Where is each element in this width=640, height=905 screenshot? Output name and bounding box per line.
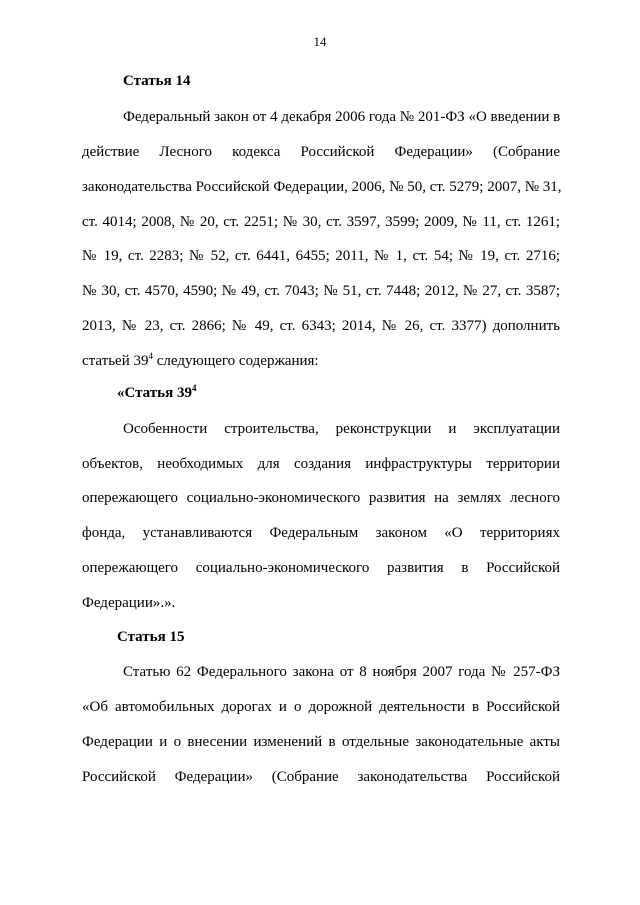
- text-line: действие Лесного кодекса Российской Федерации» (Собрание: [82, 144, 560, 160]
- text-line: № 19, ст. 2283; № 52, ст. 6441, 6455; 2011, № 1, ст. 54; № 19, ст. 2716;: [82, 248, 560, 264]
- page-number: 14: [313, 34, 327, 49]
- text-line: Федерации и о внесении изменений в отдельные законодательные акты: [82, 734, 560, 750]
- text-line: опережающего социально-экономического развития в Российской: [82, 560, 560, 576]
- text-line: «Об автомобильных дорогах и о дорожной деятельности в Российской: [82, 699, 560, 715]
- text-line: Особенности строительства, реконструкции и эксплуатации: [123, 421, 560, 437]
- text-line: Федеральный закон от 4 декабря 2006 года № 201-ФЗ «О введении в: [123, 109, 561, 125]
- article-14-heading: Статья 14: [123, 73, 191, 89]
- text-line: ст. 4014; 2008, № 20, ст. 2251; № 30, ст. 3597, 3599; 2009, № 11, ст. 1261;: [82, 214, 560, 230]
- superscript: 4: [148, 351, 153, 361]
- text-line: объектов, необходимых для создания инфраструктуры территории: [82, 456, 560, 472]
- text-line: законодательства Российской Федерации, 2006, № 50, ст. 5279; 2007, № 31,: [82, 179, 562, 195]
- text-line: Федерации».».: [82, 595, 176, 611]
- article-15-heading: Статья 15: [117, 629, 185, 645]
- text-line: Статью 62 Федерального закона от 8 ноября 2007 года № 257-ФЗ: [123, 664, 560, 680]
- text-line: 2013, № 23, ст. 2866; № 49, ст. 6343; 2014, № 26, ст. 3377) дополнить: [82, 318, 560, 334]
- heading-text: «Статья 39: [117, 385, 192, 401]
- text-segment: следующего содержания:: [153, 353, 319, 369]
- text-segment: статьей 39: [82, 353, 149, 369]
- superscript: 4: [191, 383, 197, 393]
- text-line: [82, 353, 560, 370]
- text-line: Российской Федерации» (Собрание законодательства Российской: [82, 769, 560, 785]
- article-39-4-heading: [117, 385, 196, 402]
- text-line: фонда, устанавливаются Федеральным законом «О территориях: [82, 525, 560, 541]
- text-line: № 30, ст. 4570, 4590; № 49, ст. 7043; № 51, ст. 7448; 2012, № 27, ст. 3587;: [82, 283, 560, 299]
- text-line: опережающего социально-экономического развития на землях лесного: [82, 490, 560, 506]
